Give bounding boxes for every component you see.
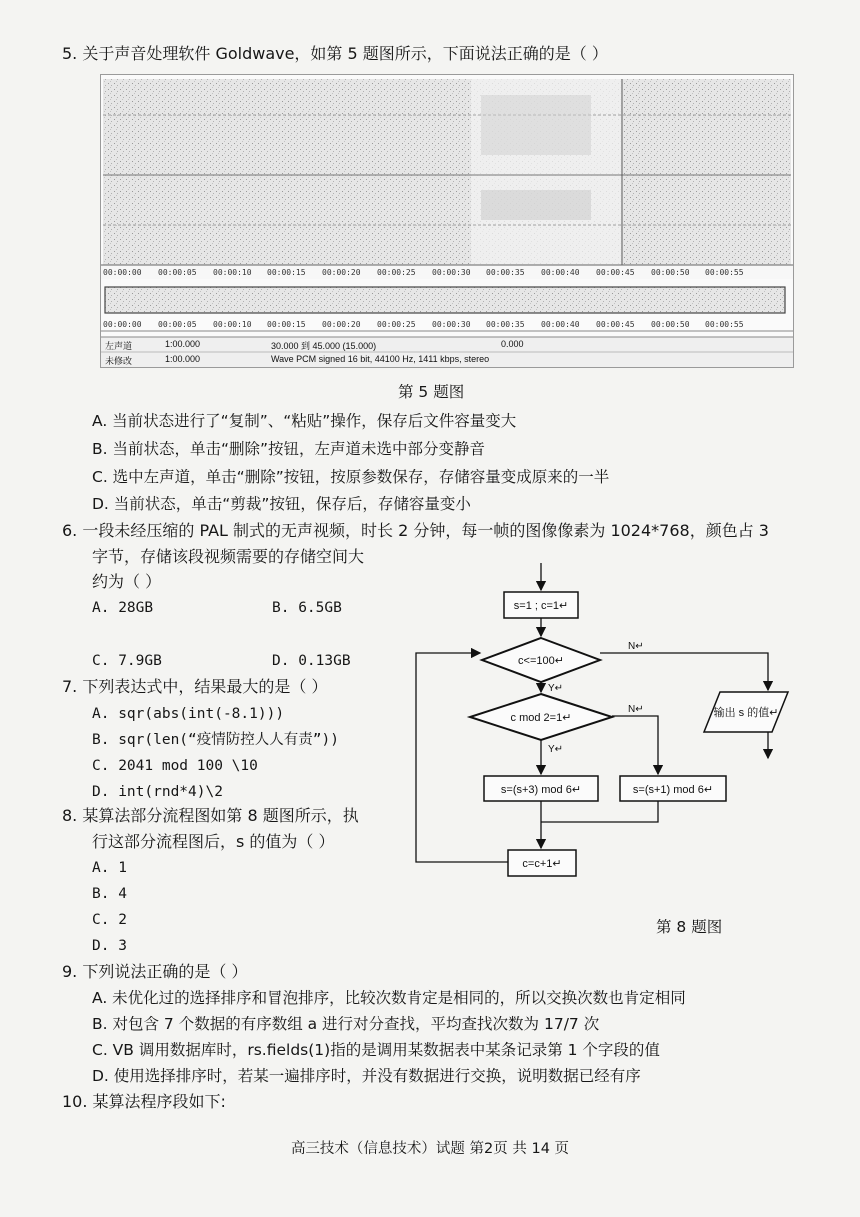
flow-yes2-label: Y↵	[548, 744, 564, 755]
timeline-label: 00:00:15	[267, 320, 306, 329]
q6-option-b: B. 6.5GB	[272, 600, 342, 616]
q8-option-b: B. 4	[92, 886, 127, 902]
q8-option-a: A. 1	[92, 860, 127, 876]
q8-flowchart	[400, 560, 790, 890]
goldwave-screenshot	[100, 74, 794, 368]
q6-stem-line1: 6. 一段未经压缩的 PAL 制式的无声视频，时长 2 分钟，每一帧的图像像素为 1024*768，颜色占 3	[62, 521, 769, 540]
timeline-label: 00:00:35	[486, 320, 525, 329]
q6-stem-line3: 约为（ ）	[92, 572, 162, 591]
q8-option-c: C. 2	[92, 912, 127, 928]
timeline-label: 00:00:25	[377, 320, 416, 329]
q9-option-b: B. 对包含 7 个数据的有序数组 a 进行对分查找，平均查找次数为 17/7 次	[92, 1015, 600, 1033]
timeline-label: 00:00:55	[705, 268, 744, 277]
timeline-label: 00:00:55	[705, 320, 744, 329]
q9-option-a: A. 未优化过的选择排序和冒泡排序，比较次数肯定是相同的，所以交换次数也肯定相同	[92, 989, 686, 1007]
timeline-label: 00:00:00	[103, 268, 142, 277]
q5-option-d: D. 当前状态，单击“剪裁”按钮，保存后，存储容量变小	[92, 495, 471, 513]
flow-incr-label: c=c+1↵	[522, 858, 562, 870]
status-channel: 左声道	[105, 341, 133, 351]
timeline-label: 00:00:40	[541, 320, 580, 329]
flow-branch-yes-label: s=(s+3) mod 6↵	[500, 784, 582, 796]
q5-option-b: B. 当前状态，单击“删除”按钮，左声道未选中部分变静音	[92, 440, 486, 458]
q6-option-a: A. 28GB	[92, 600, 154, 616]
timeline-label: 00:00:30	[432, 320, 471, 329]
timeline-label: 00:00:50	[651, 320, 690, 329]
q7-option-d: D. int(rnd*4)\2	[92, 784, 223, 800]
page-footer: 高三技术（信息技术）试题 第2页 共 14 页	[290, 1141, 570, 1157]
status-selection: 30.000 到 45.000 (15.000)	[271, 341, 377, 351]
q6-stem-line2: 字节，存储该段视频需要的存储空间大	[92, 547, 365, 566]
status-format: Wave PCM signed 16 bit, 44100 Hz, 1411 kbps, stereo	[271, 354, 490, 364]
timeline-label: 00:00:05	[158, 320, 197, 329]
timeline-label: 00:00:25	[377, 268, 416, 277]
q9-option-d: D. 使用选择排序时，若某一遍排序时，并没有数据进行交换，说明数据已经有序	[92, 1067, 641, 1085]
q6-option-c: C. 7.9GB	[92, 653, 162, 669]
q6-option-d: D. 0.13GB	[272, 653, 351, 669]
timeline-label: 00:00:40	[541, 268, 580, 277]
timeline-label: 00:00:20	[322, 320, 361, 329]
status-position: 0.000	[501, 339, 524, 349]
q7-option-c: C. 2041 mod 100 \10	[92, 758, 258, 774]
timeline-label: 00:00:35	[486, 268, 525, 277]
flow-no2-label: N↵	[628, 704, 644, 715]
q5-option-a: A. 当前状态进行了“复制”、“粘贴”操作，保存后文件容量变大	[92, 412, 517, 430]
timeline-label: 00:00:45	[596, 320, 635, 329]
flow-cond1-label: c<=100↵	[518, 655, 564, 667]
q8-stem-line1: 8. 某算法部分流程图如第 8 题图所示，执	[62, 806, 359, 825]
q7-option-b: B. sqr(len(“疫情防控人人有责”))	[92, 732, 339, 748]
q8-option-d: D. 3	[92, 938, 127, 954]
q7-option-a: A. sqr(abs(int(-8.1)))	[92, 706, 285, 722]
status-state: 未修改	[105, 356, 133, 366]
flow-no1-label: N↵	[628, 641, 644, 652]
timeline-label: 00:00:15	[267, 268, 306, 277]
timeline-label: 00:00:20	[322, 268, 361, 277]
timeline-label: 00:00:05	[158, 268, 197, 277]
flow-cond2-label: c mod 2=1↵	[510, 712, 572, 724]
q10-stem: 10. 某算法程序段如下:	[62, 1092, 226, 1111]
q8-figure-caption: 第 8 题图	[656, 918, 723, 936]
status-zoom: 1:00.000	[165, 354, 201, 364]
timeline-label: 00:00:50	[651, 268, 690, 277]
q5-option-c: C. 选中左声道，单击“删除”按钮，按原参数保存，存储容量变成原来的一半	[92, 468, 610, 486]
timeline-label: 00:00:30	[432, 268, 471, 277]
q9-option-c: C. VB 调用数据库时，rs.fields(1)指的是调用某数据表中某条记录第 1 个字段的值	[92, 1041, 660, 1059]
flow-yes1-label: Y↵	[548, 683, 564, 694]
timeline-label: 00:00:00	[103, 320, 142, 329]
q5-stem: 5. 关于声音处理软件 Goldwave，如第 5 题图所示，下面说法正确的是（ ）	[62, 44, 608, 63]
flow-branch-no-label: s=(s+1) mod 6↵	[632, 784, 714, 796]
q9-stem: 9. 下列说法正确的是（ ）	[62, 962, 248, 981]
status-zoom: 1:00.000	[165, 339, 201, 349]
flow-init-label: s=1 ; c=1↵	[513, 600, 569, 612]
q5-figure-caption: 第 5 题图	[398, 383, 465, 401]
timeline-label: 00:00:10	[213, 320, 252, 329]
q8-stem-line2: 行这部分流程图后，s 的值为（ ）	[92, 832, 335, 851]
timeline-label: 00:00:45	[596, 268, 635, 277]
q7-stem: 7. 下列表达式中，结果最大的是（ ）	[62, 677, 328, 696]
timeline-label: 00:00:10	[213, 268, 252, 277]
flow-output-label: 输出 s 的值↵	[713, 707, 779, 719]
